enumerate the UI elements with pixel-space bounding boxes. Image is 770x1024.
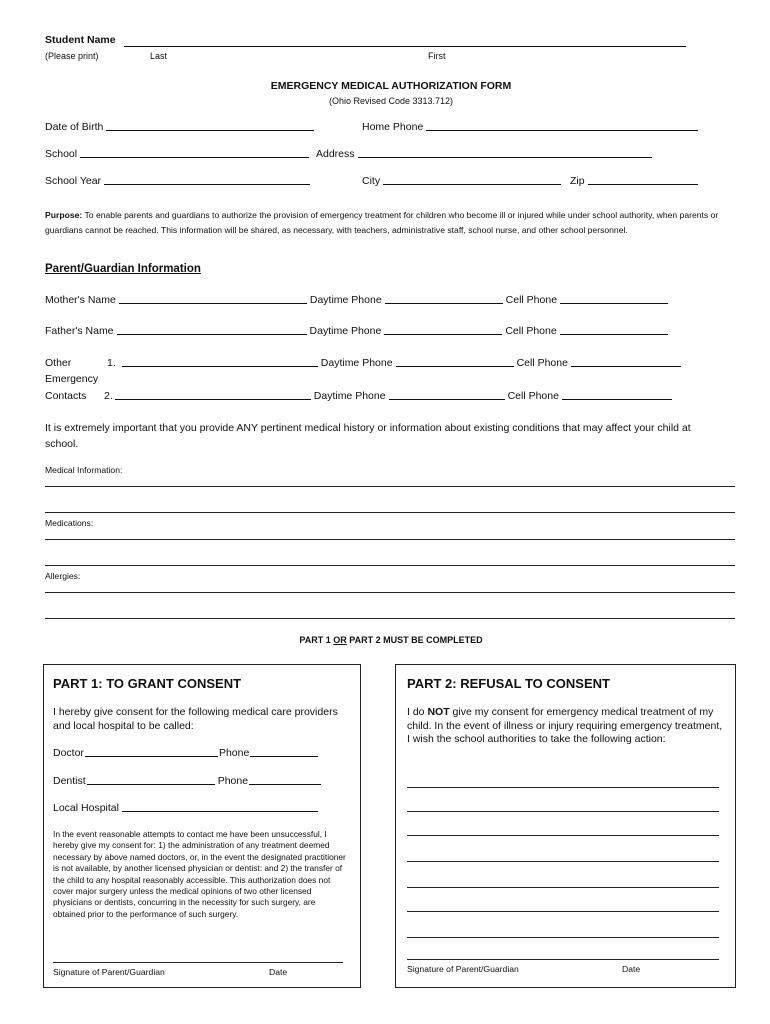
medications-line-1[interactable] [45, 539, 735, 540]
important-note: It is extremely important that you provide ANY pertinent medical history or information about existing conditions that may affect your child at school. [45, 422, 691, 450]
city-label: City [362, 175, 381, 187]
school-field[interactable] [80, 157, 309, 158]
student-name-label: Student Name [45, 34, 116, 46]
mother-name-field[interactable] [119, 303, 307, 304]
mother-daytime-phone-label: Daytime Phone [309, 294, 382, 306]
please-print-note: (Please print) [45, 51, 99, 61]
school-year-row [45, 175, 313, 187]
dob-field[interactable] [106, 130, 314, 131]
student-name-field[interactable] [124, 46, 686, 47]
medical-info-line-1[interactable] [45, 486, 735, 487]
contacts-label: Contacts [45, 390, 87, 402]
purpose-label: Purpose: [45, 210, 83, 220]
dentist-row [53, 775, 324, 787]
form-subtitle: (Ohio Revised Code 3313.712) [328, 96, 454, 106]
mother-name-label: Mother's Name [45, 294, 116, 306]
part1-signature-line[interactable] [53, 962, 343, 963]
last-name-caption: Last [150, 51, 168, 61]
part2-action-line-6[interactable] [407, 911, 719, 912]
doctor-field[interactable] [85, 756, 218, 757]
part-notice-or: OR [333, 635, 347, 645]
doctor-row [53, 747, 321, 759]
contact-1-cell-phone-label: Cell Phone [516, 357, 568, 369]
contact-2-daytime-phone-label: Daytime Phone [313, 390, 386, 402]
contact-1-name-field[interactable] [122, 366, 318, 367]
emergency-contact-2-row [104, 390, 675, 402]
contact-2-number: 2. [104, 390, 113, 402]
first-name-caption: First [428, 51, 446, 61]
mother-cell-phone-label: Cell Phone [505, 294, 558, 306]
part-notice-post: PART 2 MUST BE COMPLETED [346, 635, 483, 645]
contact-2-cell-phone-field[interactable] [562, 399, 672, 400]
home-phone-field[interactable] [426, 130, 698, 131]
dob-row [45, 121, 317, 133]
part-notice-pre: PART 1 [299, 635, 334, 645]
contact-2-cell-phone-label: Cell Phone [507, 390, 559, 402]
emergency-label: Emergency [45, 373, 99, 385]
school-label: School [45, 148, 78, 160]
dentist-phone-label: Phone [217, 775, 249, 787]
guardian-heading: Parent/Guardian Information [45, 263, 201, 275]
other-label: Other [45, 357, 72, 369]
address-label: Address [316, 148, 355, 160]
allergies-line-1[interactable] [45, 592, 735, 593]
medical-info-label: Medical Information: [45, 465, 123, 475]
part1-intro: I hereby give consent for the following medical care providers and local hospital to be called: [53, 706, 338, 732]
father-name-label: Father's Name [45, 325, 114, 337]
doctor-phone-label: Phone [218, 747, 250, 759]
contact-2-name-field[interactable] [115, 399, 311, 400]
father-cell-phone-field[interactable] [560, 334, 668, 335]
local-hospital-field[interactable] [122, 811, 318, 812]
part1-date-label: Date [269, 967, 288, 977]
contact-1-daytime-phone-label: Daytime Phone [320, 357, 393, 369]
local-hospital-row [53, 802, 321, 814]
father-row [45, 325, 671, 337]
dentist-field[interactable] [87, 784, 215, 785]
purpose-paragraph [45, 208, 735, 237]
purpose-text: To enable parents and guardians to authorize the provision of emergency treatment for children who become ill or injured while under school authority, when parents or guardians cannot be reached. This information will be shared, as necessary, with teachers, administrative staff, school nurse, and other school personnel. [45, 210, 719, 235]
dob-label: Date of Birth [45, 121, 104, 133]
part2-action-line-2[interactable] [407, 811, 719, 812]
part2-refusal-text [407, 706, 723, 747]
part1-title: PART 1: TO GRANT CONSENT [53, 676, 242, 691]
school-row [45, 148, 312, 160]
doctor-label: Doctor [53, 747, 84, 759]
part2-post: give my consent for emergency medical treatment of my child. In the event of illness or injury requiring emergency treatment, I wish the school authorities to take the following action: [407, 706, 723, 745]
part2-signature-label: Signature of Parent/Guardian [407, 964, 519, 974]
allergies-label: Allergies: [45, 571, 81, 581]
home-phone-row [362, 121, 701, 133]
part2-action-line-3[interactable] [407, 835, 719, 836]
part2-action-line-1[interactable] [407, 787, 719, 788]
mother-daytime-phone-field[interactable] [385, 303, 503, 304]
contact-1-number: 1. [107, 357, 116, 369]
city-field[interactable] [383, 184, 561, 185]
emergency-contact-1-row [107, 357, 684, 369]
part2-title: PART 2: REFUSAL TO CONSENT [407, 676, 610, 691]
part-notice [0, 635, 770, 645]
home-phone-label: Home Phone [362, 121, 424, 133]
city-row [362, 175, 564, 187]
father-name-field[interactable] [117, 334, 307, 335]
local-hospital-label: Local Hospital [53, 802, 119, 814]
mother-row [45, 294, 671, 306]
medications-label: Medications: [45, 518, 94, 528]
contact-2-daytime-phone-field[interactable] [389, 399, 505, 400]
part2-signature-line[interactable] [407, 959, 719, 960]
school-year-label: School Year [45, 175, 102, 187]
part1-signature-label: Signature of Parent/Guardian [53, 967, 165, 977]
part2-not: NOT [427, 706, 450, 718]
part2-action-line-7[interactable] [407, 937, 719, 938]
father-daytime-phone-field[interactable] [384, 334, 502, 335]
doctor-phone-field[interactable] [250, 756, 318, 757]
medical-info-line-2[interactable] [45, 512, 735, 513]
address-row [316, 148, 655, 160]
contact-1-cell-phone-field[interactable] [571, 366, 681, 367]
part2-pre: I do [407, 706, 428, 718]
part2-action-line-4[interactable] [407, 861, 719, 862]
zip-field[interactable] [588, 184, 698, 185]
father-daytime-phone-label: Daytime Phone [309, 325, 382, 337]
zip-label: Zip [570, 175, 585, 187]
address-field[interactable] [358, 157, 652, 158]
mother-cell-phone-field[interactable] [560, 303, 668, 304]
father-cell-phone-label: Cell Phone [505, 325, 557, 337]
part2-date-label: Date [622, 964, 641, 974]
part1-consent-body: In the event reasonable attempts to contact me have been unsuccessful, I hereby give my consent for: 1) the administration of any treatment deemed necessary by above named doctors, or, in the event the designated practitioner is not available, by another licensed physician or dentist: and 2) the transfer of the child to any hospital reasonably accessible. This authorization does not cover major surgery unless the medical opinions of two other licensed physicians or dentists, concurring in the necessity for such surgery, are obtained prior to the performance of such surgery. [53, 829, 346, 919]
dentist-label: Dentist [53, 775, 86, 787]
dentist-phone-field[interactable] [249, 784, 321, 785]
part1-box [43, 664, 361, 988]
school-year-field[interactable] [104, 184, 310, 185]
allergies-line-2[interactable] [45, 618, 735, 619]
contact-1-daytime-phone-field[interactable] [396, 366, 514, 367]
part2-action-line-5[interactable] [407, 887, 719, 888]
zip-row [570, 175, 701, 187]
medications-line-2[interactable] [45, 565, 735, 566]
form-title: EMERGENCY MEDICAL AUTHORIZATION FORM [270, 80, 512, 92]
part2-box [395, 664, 736, 988]
